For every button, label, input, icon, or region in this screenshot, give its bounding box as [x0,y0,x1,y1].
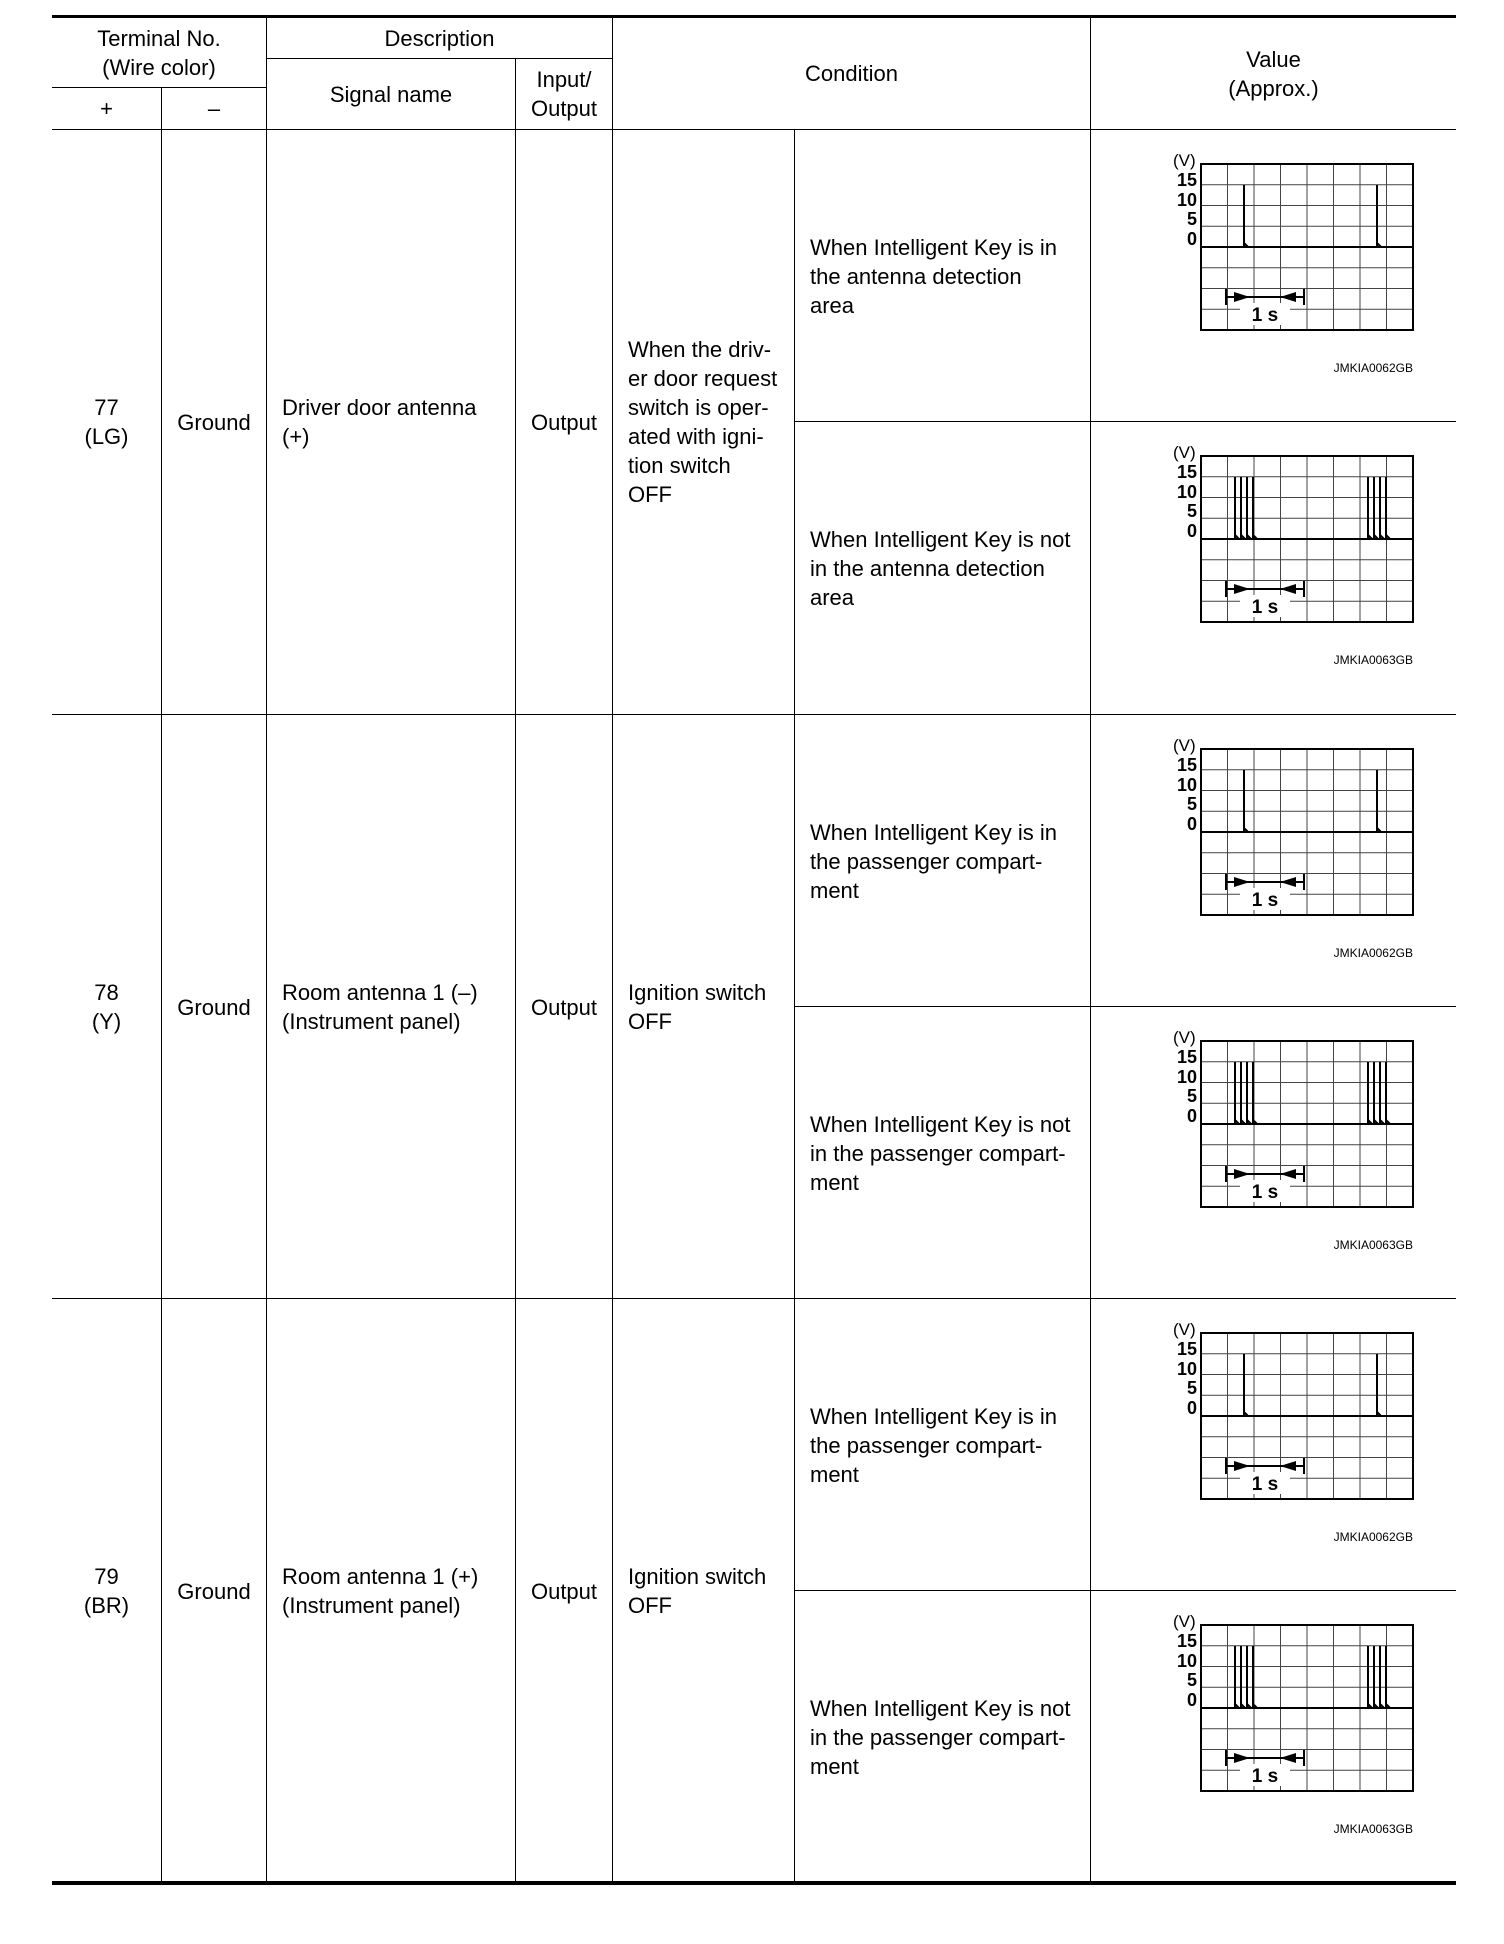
scope-tick-label: 15 [1176,462,1197,482]
condition [613,130,794,714]
scope-tick-label: 5 [1186,794,1197,814]
signal-name-text: Room antenna 1 (–) (Instrument panel) [282,980,478,1034]
condition-text: Ignition switch OFF [628,1564,767,1618]
scope-unit-label: (V) [1173,446,1196,462]
scope-time-label: 1 s [1251,1474,1279,1495]
oscilloscope-waveform [1123,154,1423,384]
scope-unit-label: (V) [1173,154,1196,170]
ground-terminal-text: Ground [177,409,251,435]
scope-figure-caption: JMKIA0063GB [1333,1238,1413,1252]
ground-terminal [162,130,266,714]
condition [613,715,794,1299]
header-minus [162,88,266,129]
sub-condition-text: When Intelligent Key is in the passenger compart- ment [810,819,1058,903]
scope-tick-label: 15 [1176,755,1197,775]
scope-unit-label: (V) [1173,1615,1196,1631]
header-description-text: Description [384,25,495,51]
input-output-text: Output [530,409,598,435]
scope-time-arrow-right [1234,1169,1250,1179]
condition-text: When the driv- er door request switch is oper- ated with igni- tion switch OFF [628,337,778,507]
sub-condition-text: When Intelligent Key is in the passenger compart- ment [810,1403,1058,1487]
scope-time-arrow-right [1234,877,1250,887]
col-rule-value [1090,15,1091,1882]
oscilloscope-waveform [1123,1615,1423,1845]
terminal-number-text: 79 (BR) [83,1564,130,1618]
scope-tick-label: 15 [1176,1339,1197,1359]
scope-tick-label: 5 [1186,1086,1197,1106]
input-output [516,1299,612,1883]
scope-time-label: 1 s [1251,305,1279,326]
scope-figure-caption: JMKIA0062GB [1333,1530,1413,1544]
terminal-number [52,715,161,1299]
scope-tick-label: 15 [1176,170,1197,190]
input-output [516,715,612,1299]
scope-tick-label: 0 [1186,1106,1197,1126]
scope-time-arrow-left [1280,1753,1296,1763]
scope-tick-label: 10 [1176,775,1197,795]
sub-condition-text: When Intelligent Key is in the antenna detection area [810,234,1058,318]
scope-tick-label: 10 [1176,1651,1197,1671]
scope-tick-label: 0 [1186,1398,1197,1418]
scope-tick-label: 10 [1176,482,1197,502]
scope-time-arrow-right [1234,1461,1250,1471]
header-signal-name-text: Signal name [329,81,453,107]
scope-time-arrow-left [1280,584,1296,594]
scope-figure-caption: JMKIA0062GB [1333,946,1413,960]
terminal-number [52,1299,161,1883]
header-terminal-no-text: Terminal No. (Wire color) [97,25,221,80]
header-value [1091,18,1456,129]
sub-condition [795,1007,1090,1299]
header-plus-text: + [100,96,113,121]
scope-tick-label: 5 [1186,1378,1197,1398]
input-output-text: Output [530,1578,598,1604]
scope-time-arrow-left [1280,1169,1296,1179]
scope-time-label: 1 s [1251,597,1279,618]
oscilloscope-waveform [1123,446,1423,676]
scope-tick-label: 5 [1186,1670,1197,1690]
header-signal-name [267,59,515,129]
scope-figure-caption: JMKIA0063GB [1333,653,1413,667]
sub-condition [795,715,1090,1007]
oscilloscope-waveform [1123,1031,1423,1261]
sub-condition-text: When Intelligent Key is not in the passenger compart- ment [810,1111,1071,1195]
header-condition [613,18,1090,129]
scope-tick-label: 0 [1186,229,1197,249]
header-terminal-no [52,18,266,87]
scope-time-label: 1 s [1251,1766,1279,1787]
header-minus-text: – [207,96,221,121]
header-value-text: Value (Approx.) [1228,46,1319,101]
ground-terminal-text: Ground [177,1578,251,1604]
scope-tick-label: 15 [1176,1631,1197,1651]
scope-time-arrow-right [1234,292,1250,302]
header-description [267,18,612,58]
scope-time-arrow-right [1234,1753,1250,1763]
scope-tick-label: 0 [1186,1690,1197,1710]
sub-condition [795,1591,1090,1883]
scope-unit-label: (V) [1173,1031,1196,1047]
scope-time-arrow-left [1280,292,1296,302]
scope-time-arrow-right [1234,584,1250,594]
scope-tick-label: 0 [1186,814,1197,834]
signal-name [267,715,515,1299]
scope-time-label: 1 s [1251,890,1279,911]
scope-tick-label: 0 [1186,521,1197,541]
scope-time-arrow-left [1280,877,1296,887]
header-input-output-text: Input/ Output [530,67,598,121]
header-input-output [516,59,612,129]
sub-condition [795,422,1090,714]
terminal-number [52,130,161,714]
scope-time-arrow-left [1280,1461,1296,1471]
terminal-number-text: 78 (Y) [91,980,122,1034]
ground-terminal [162,1299,266,1883]
scope-unit-label: (V) [1173,1323,1196,1339]
ground-terminal-text: Ground [177,994,251,1020]
signal-name [267,1299,515,1883]
input-output [516,130,612,714]
signal-name [267,130,515,714]
scope-tick-label: 5 [1186,209,1197,229]
sub-condition [795,130,1090,422]
scope-tick-label: 15 [1176,1047,1197,1067]
header-condition-text: Condition [805,61,898,86]
terminal-number-text: 77 (LG) [84,395,129,449]
scope-figure-caption: JMKIA0063GB [1333,1822,1413,1836]
scope-time-label: 1 s [1251,1182,1279,1203]
scope-tick-label: 10 [1176,1359,1197,1379]
scope-tick-label: 10 [1176,190,1197,210]
scope-figure-caption: JMKIA0062GB [1333,361,1413,375]
condition-text: Ignition switch OFF [628,980,767,1034]
oscilloscope-waveform [1123,739,1423,969]
scope-tick-label: 10 [1176,1067,1197,1087]
sub-condition-text: When Intelligent Key is not in the passenger compart- ment [810,1695,1071,1779]
sub-condition-text: When Intelligent Key is not in the antenna detection area [810,526,1071,610]
header-plus [52,88,161,129]
signal-name-text: Driver door antenna (+) [282,395,477,449]
condition [613,1299,794,1883]
sub-condition [795,1299,1090,1591]
scope-tick-label: 5 [1186,501,1197,521]
ground-terminal [162,715,266,1299]
scope-unit-label: (V) [1173,739,1196,755]
input-output-text: Output [530,994,598,1020]
signal-name-text: Room antenna 1 (+) (Instrument panel) [282,1564,479,1618]
oscilloscope-waveform [1123,1323,1423,1553]
